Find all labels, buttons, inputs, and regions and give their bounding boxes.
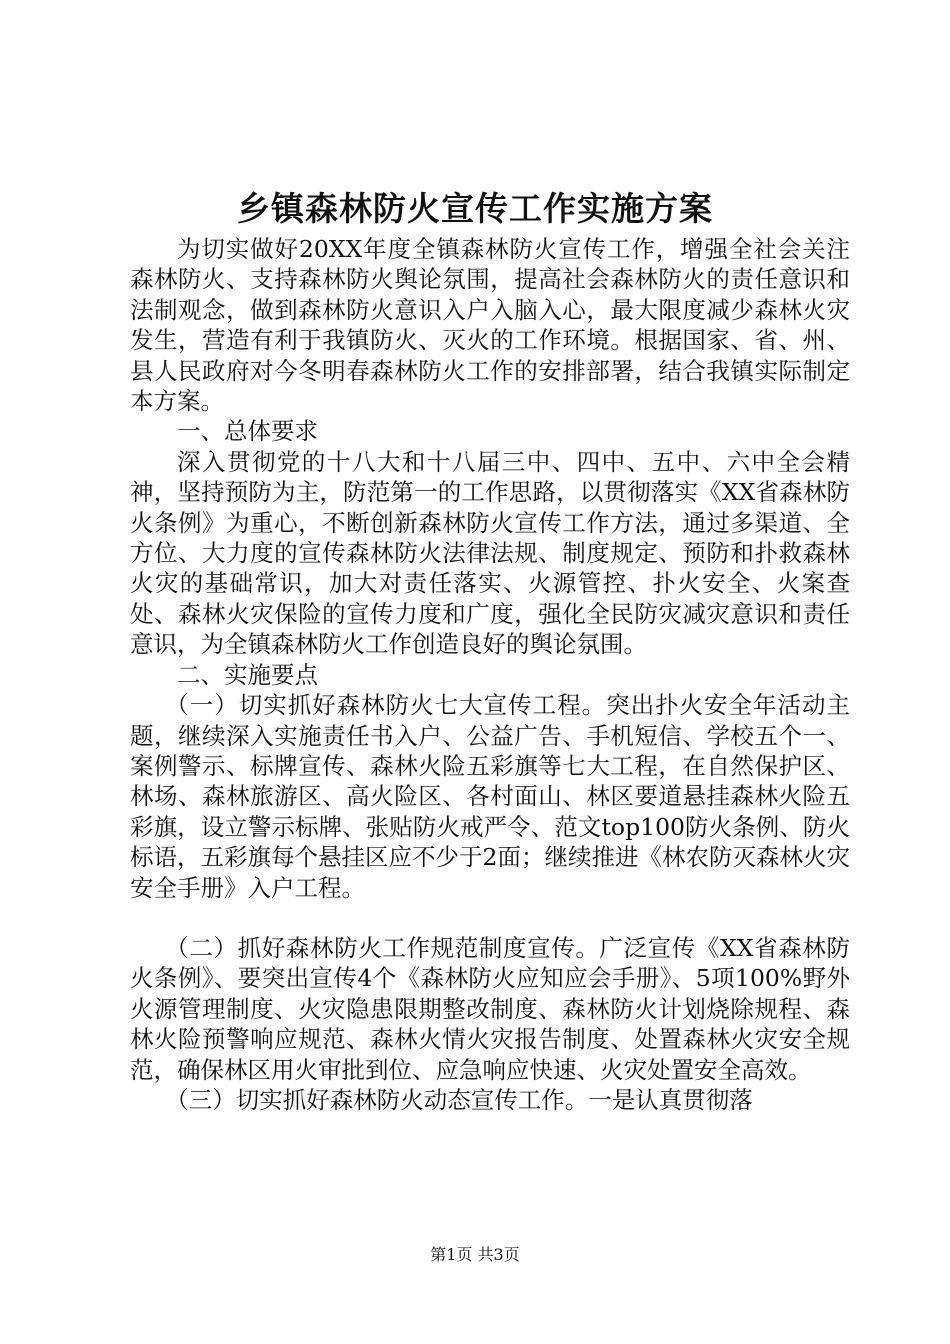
general-requirements-paragraph: 深入贯彻党的十八大和十八届三中、四中、五中、六中全会精神，坚持预防为主，防范第一的工作思路，以贯彻落实《XX省森林防火条例》为重心，不断创新森林防火宣传工作方法，通过多渠道、全方位、大力度的宣传森林防火法律法规、制度规定、预防和扑救森林火灾的基础常识，加大对责任落实、火源管控、扑火安全、火案查处、森林火灾保险的宣传力度和广度，强化全民防灾减灾意识和责任意识，为全镇森林防火工作创造良好的舆论氛围。 <box>130 447 850 659</box>
point-one-paragraph: （一）切实抓好森林防火七大宣传工程。突出扑火安全年活动主题，继续深入实施责任书入户、公益广告、手机短信、学校五个一、案例警示、标牌宣传、森林火险五彩旗等七大工程，在自然保护区、林场、森林旅游区、高火险区、各村面山、林区要道悬挂森林火险五彩旗，设立警示标牌、张贴防火戒严令、范文top100防火条例、防火标语，五彩旗每个悬挂区应不少于2面；继续推进《林农防灭森林火灾安全手册》入户工程。 <box>130 691 850 902</box>
document-body <box>130 234 850 1115</box>
document-title: 乡镇森林防火宣传工作实施方案 <box>237 189 713 228</box>
point-three-paragraph: （三）切实抓好森林防火动态宣传工作。一是认真贯彻落 <box>165 1085 753 1114</box>
intro-paragraph: 为切实做好20XX年度全镇森林防火宣传工作，增强全社会关注森林防火、支持森林防火舆论氛围，提高社会森林防火的责任意识和法制观念，做到森林防火意识入户入脑入心，最大限度减少森林火灾发生，营造有利于我镇防火、灭火的工作环境。根据国家、省、州、县人民政府对今冬明春森林防火工作的安排部署，结合我镇实际制定本方案。 <box>130 235 850 416</box>
paragraph-spacer <box>130 903 850 933</box>
point-two-paragraph: （二）抓好森林防火工作规范制度宣传。广泛宣传《XX省森林防火条例》、要突出宣传4个《森林防火应知应会手册》、5项100%野外火源管理制度、火灾隐患限期整改制度、森林防火计划烧除规程、森林火险预警响应规范、森林火情火灾报告制度、处置森林火灾安全规范，确保林区用火审批到位、应急响应快速、火灾处置安全高效。 <box>130 933 850 1084</box>
page-footer: 第1页 共3页 <box>430 1245 520 1264</box>
section-heading-general-requirements: 一、总体要求 <box>177 417 318 446</box>
section-heading-implementation-points: 二、实施要点 <box>177 660 318 689</box>
